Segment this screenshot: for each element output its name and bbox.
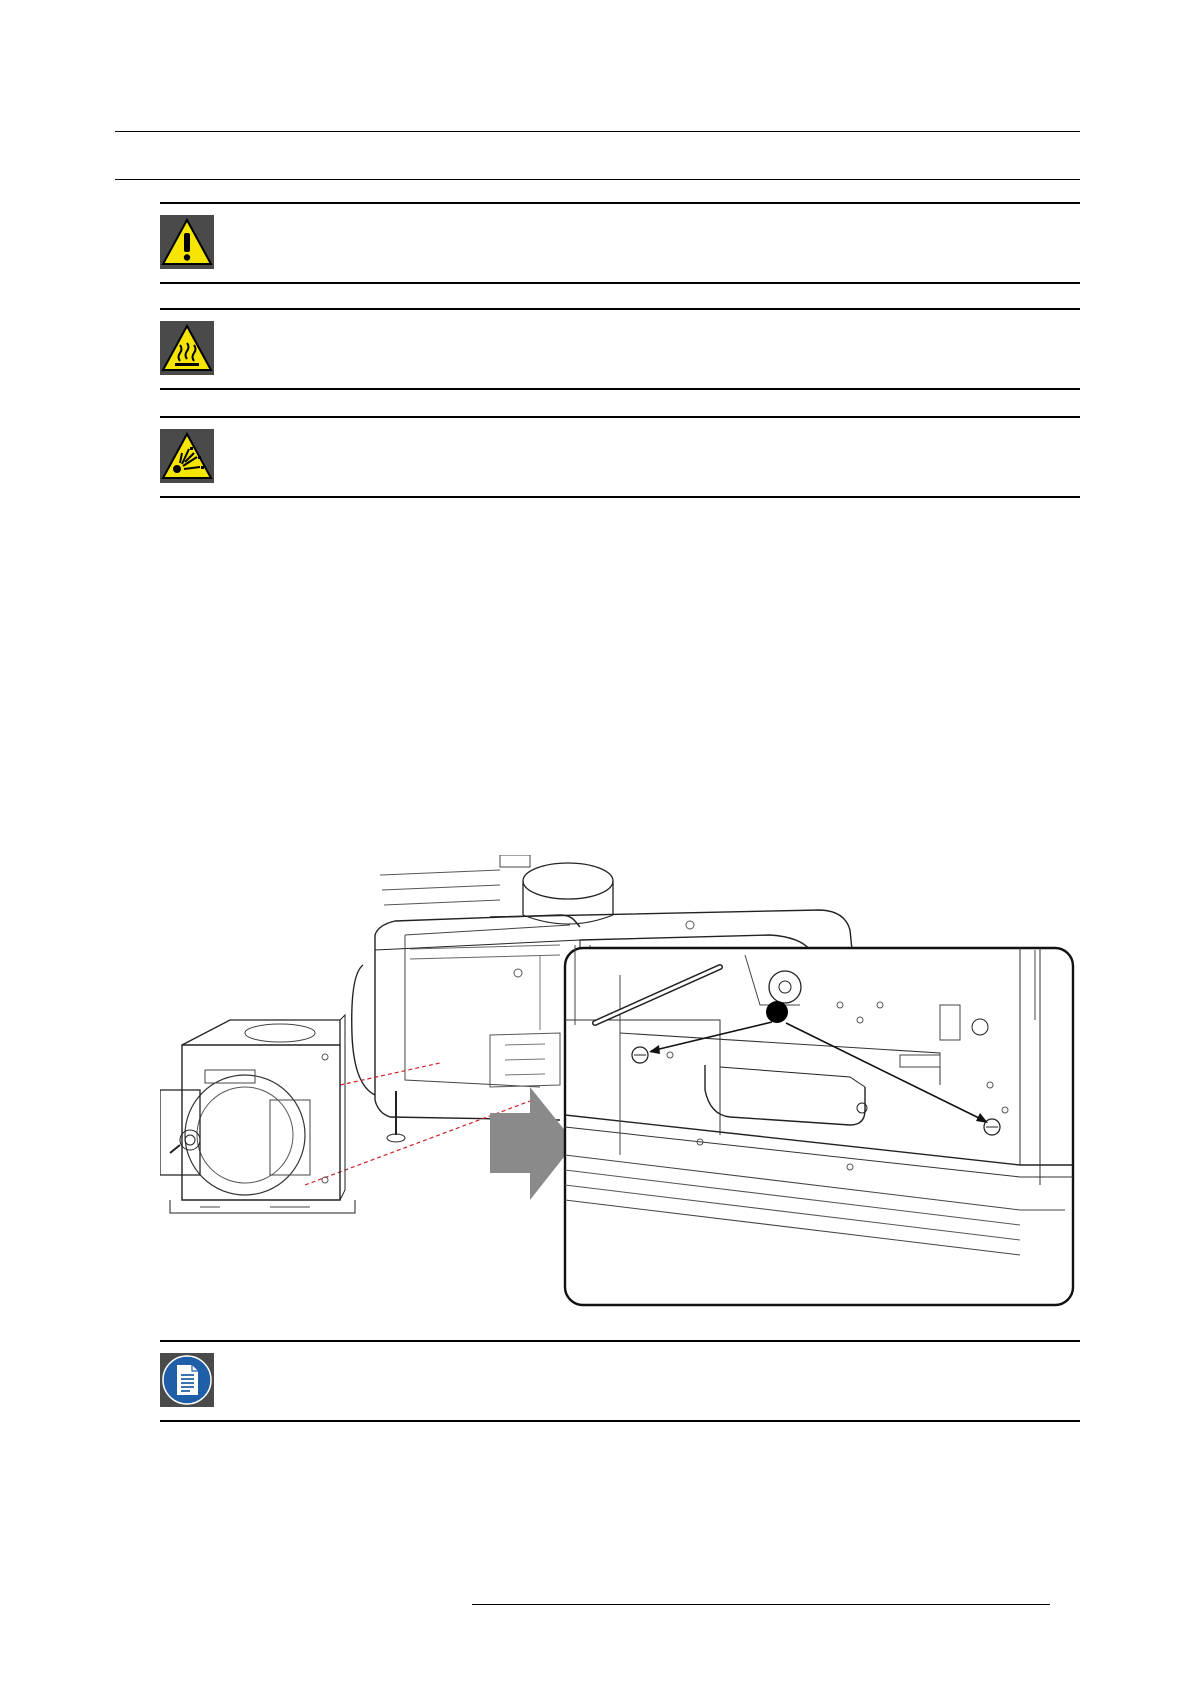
header-rule-top (115, 131, 1080, 132)
lamp-house-removal-figure (160, 855, 1080, 1315)
direction-arrow-icon (490, 1087, 575, 1200)
note-notice (160, 1340, 1080, 1422)
footer-rule (472, 1604, 1050, 1605)
detail-inset (565, 945, 1073, 1305)
header-rule-bottom (115, 179, 1080, 180)
hot-surface-icon (160, 321, 214, 375)
hot-surface-notice (160, 308, 1080, 390)
callout-marker (766, 1001, 788, 1023)
explosion-hazard-icon (160, 429, 214, 483)
explosion-notice (160, 416, 1080, 498)
warning-exclamation-icon (160, 215, 214, 269)
warning-notice (160, 202, 1080, 284)
note-document-icon (160, 1353, 214, 1407)
lamp-house-drawing (160, 1015, 355, 1213)
